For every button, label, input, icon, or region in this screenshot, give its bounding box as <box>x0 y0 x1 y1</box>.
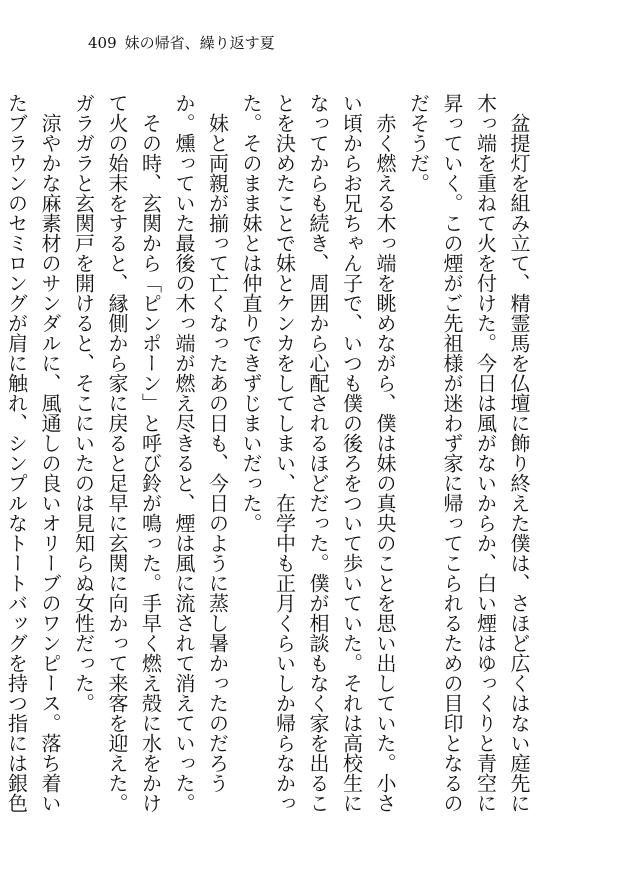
paragraph: その時、玄関から「ピンポーン」と呼び鈴が鳴った。手早く燃え殻に水をかけて火の始末をすると、縁側から家に戻ると足早に玄関に向かって来客を迎えた。ガラガラと玄関戸を開けると、そこにいたのは見知らぬ女性だった。 <box>71 93 163 813</box>
paragraph: 盆提灯を組み立て、精霊馬を仏壇に飾り終えた僕は、さほど広くはない庭先に木っ端を重ねて火を付けた。今日は風がないからか、白い煙はゆっくりと青空に昇っていく。この煙がご先祖様が迷わず家に帰ってこられるための目印となるのだそうだ。 <box>406 93 531 813</box>
paragraph: 赤く燃える木っ端を眺めながら、僕は妹の真央のことを思い出していた。小さい頃からお兄ちゃん子で、いつも僕の後ろをついて歩いていた。それは高校生になってからも続き、周囲から心配されるほどだった。僕が相談もなく家を出ることを決めたことで妹とケンカをしてしまい、在学中も正月くらいしか帰らなかった。そのまま妹とは仲直りできずじまいだった。 <box>239 93 397 813</box>
page-number: 409 <box>88 34 117 52</box>
running-header <box>88 34 275 52</box>
paragraph: 涼やかな麻素材のサンダルに、風通しの良いオリーブのワンピース。落ち着いたブラウンのセミロングが肩に触れ、シンプルなトートバッグを持つ指には銀色 <box>4 93 62 813</box>
paragraph: 妹と両親が揃って亡くなったあの日も、今日のように蒸し暑かったのだろうか。燻っていた最後の木っ端が燃え尽きると、煙は風に流されて消えていった。 <box>172 93 230 813</box>
vertical-body-text <box>0 93 535 813</box>
chapter-title: 妹の帰省、繰り返す夏 <box>124 34 275 52</box>
